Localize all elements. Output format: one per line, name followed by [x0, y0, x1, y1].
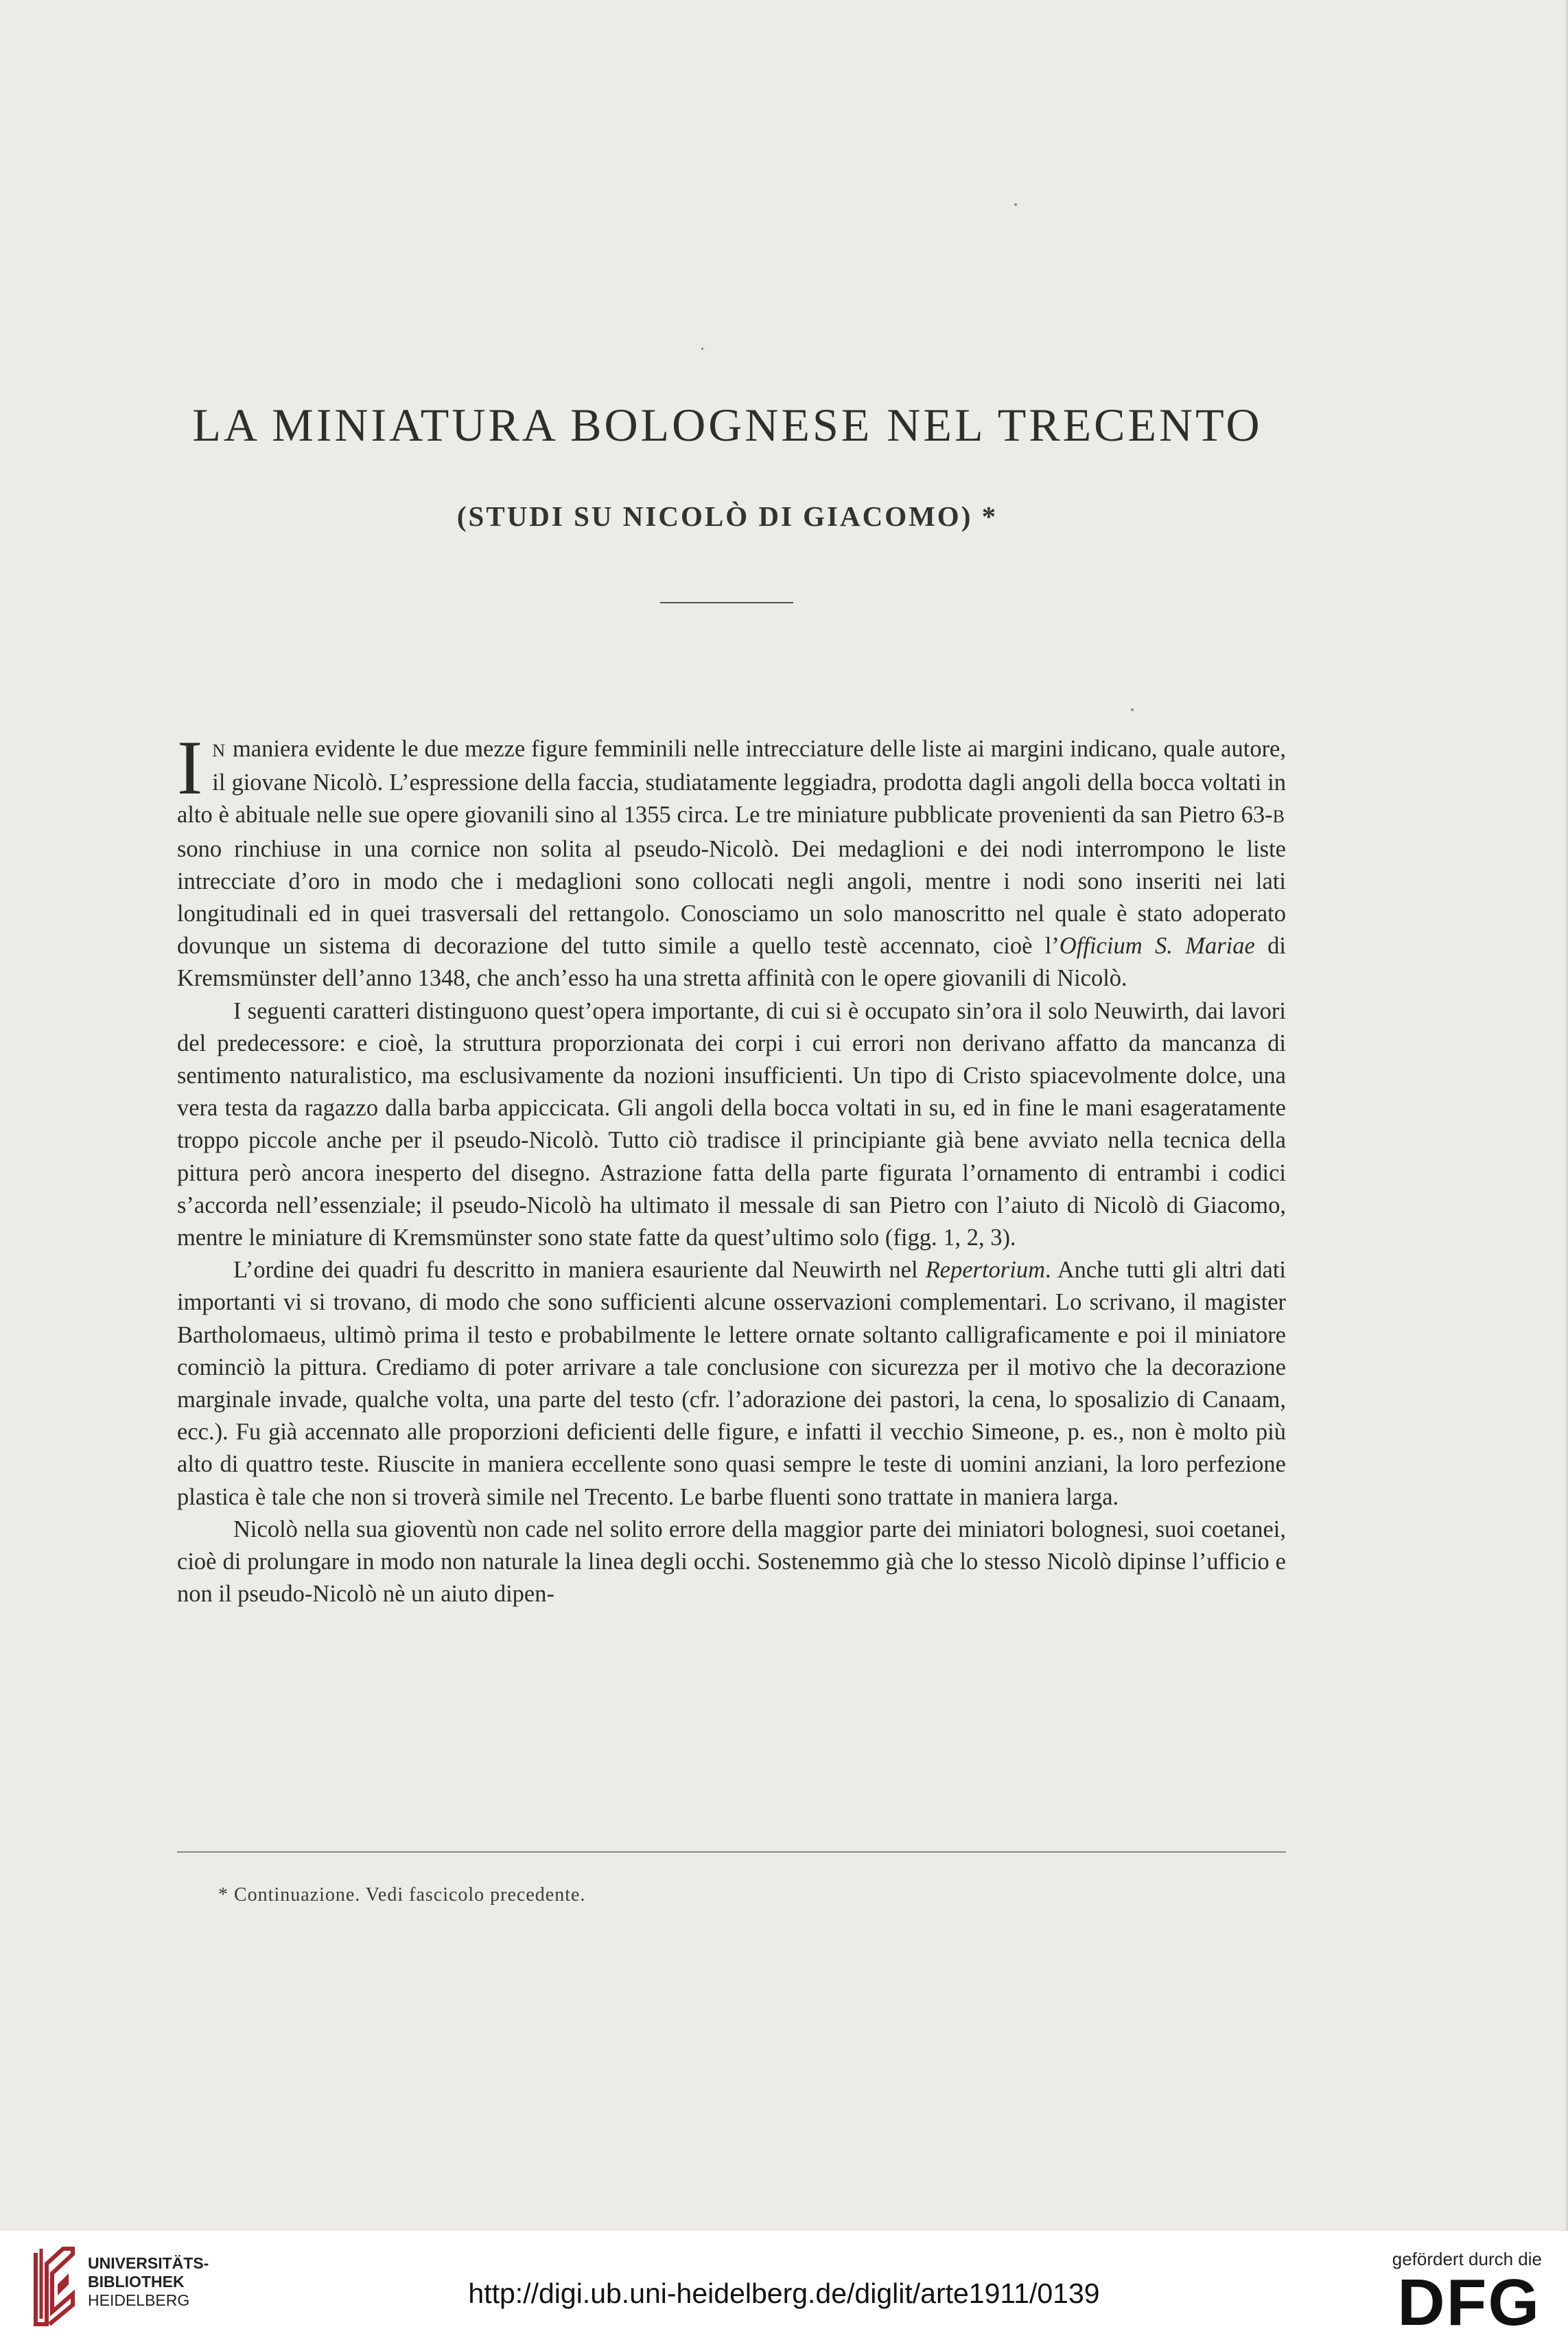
article-body [177, 726, 1287, 1610]
footnote: * Continuazione. Vedi fascicolo precedente. [218, 1884, 586, 1905]
small-caps-text: N [212, 741, 227, 761]
paragraph-1 [177, 726, 1287, 995]
paragraph-text: maniera evidente le due mezze figure femminili nelle intrecciature delle liste ai margini indicano, quale autore, il giovane Nicolò. L’espressione della faccia, studiatamente leggiadra, prodotta dagli angoli della bocca voltati in alto è abituale nelle sue opere giovanili sino al 1355 circa. Le tre miniature pubblicate provenienti da san Pietro 63- [177, 736, 1286, 829]
footnote-rule [177, 1851, 1286, 1853]
article-title: LA MINIATURA BOLOGNESE NEL TRECENTO [192, 399, 1263, 451]
title-separator-rule [660, 602, 793, 603]
article-subtitle: (STUDI SU NICOLÒ DI GIACOMO) * [456, 500, 998, 532]
paragraph-text: di Kremsmünster dell’anno 1348, che anch’esso ha una stretta affinità con le opere giovanili di Nicolò. [177, 933, 1287, 992]
italic-title: Officium S. Mariae [1059, 933, 1255, 960]
dust-speck [701, 347, 703, 350]
library-name-line: BIBLIOTHEK [88, 2273, 185, 2291]
small-caps-text: B [1272, 807, 1286, 827]
library-name-line: HEIDELBERG [88, 2291, 190, 2309]
paragraph-4: Nicolò nella sua gioventù non cade nel solito errore della maggior parte dei miniatori bolognesi, suoi coetanei, cioè di prolungare in modo non naturale la linea degli occhi. Sostenemmo già che lo stesso Nicolò dipinse l’ufficio e non il pseudo-Nicolò nè un aiuto dipen- [177, 1516, 1286, 1608]
dust-speck [1014, 203, 1017, 206]
paragraph-3 [177, 1254, 1286, 1514]
paragraph-text: . Anche tutti gli altri dati importanti vi si trovano, di modo che sono sufficienti alcune osservazioni complementari. Lo scrivano, il magister Bartholomaeus, ultimò prima il testo e probabilmente le lettere ornate soltanto calligraficamente e poi il miniatore cominciò la pittura. Crediamo di poter arrivare a tale conclusione con sicurezza per il motivo che la decorazione marginale invade, qualche volta, una parte del testo (cfr. l’adorazione dei pastori, la cena, lo sposalizio di Canaam, ecc.). Fu già accennato alle proporzioni deficienti delle figure, e infatti il vecchio Simeone, p. es., non è molto più alto di quattro teste. Riuscite in maniera eccellente sono quasi sempre le teste di uomini anziani, la loro perfezione plastica è tale che non si troverà simile nel Trecento. Le barbe fluenti sono trattate in maniera larga. [177, 1257, 1286, 1510]
paragraph-text: L’ordine dei quadri fu descritto in maniera esauriente dal Neuwirth nel [233, 1257, 926, 1284]
dust-speck [1131, 708, 1134, 711]
italic-title: Repertorium [925, 1257, 1045, 1284]
library-name-line: UNIVERSITÄTS- [88, 2254, 209, 2272]
paragraph-2: I seguenti caratteri distinguono quest’opera importante, di cui si è occupato sin’ora il solo Neuwirth, dai lavori del predecessore: e cioè, la struttura proporzionata dei corpi i cui errori non derivano affatto da mancanza di sentimento naturalistico, ma esclusivamente da nozioni insufficienti. Un tipo di Cristo spiacevolmente dolce, una vera testa da ragazzo dalla barba appiccicata. Gli angoli della bocca voltati in su, ed in fine le mani esageratamente troppo piccole anche per il pseudo-Nicolò. Tutto ciò tradisce il principiante già bene avviato nella tecnica della pittura però ancora inesperto del disegno. Astrazione fatta della parte figurata l’ornamento di entrambi i codici s’accorda nell’essenziale; il pseudo-Nicolò ha ultimato il messale di san Pietro con l’aiuto di Nicolò di Giacomo, mentre le miniature di Kremsmünster sono state fatte da quest’ultimo solo (figg. 1, 2, 3). [177, 997, 1286, 1251]
funded-by-label: gefördert durch die [1392, 2249, 1542, 2269]
dfg-logo: DFG [1397, 2266, 1541, 2339]
drop-cap: I [177, 726, 203, 811]
paragraph-text: sono rinchiuse in una cornice non solita al pseudo-Nicolò. Dei medaglioni e dei nodi interrompono le liste intrecciate d’oro in modo che i medaglioni sono collocati negli angoli, mentre i nodi sono inseriti nei lati longitudinali ed in quei trasversali del rettangolo. Conosciamo un solo manoscritto nel quale è stato adoperato dovunque un sistema di decorazione del tutto simile a quello testè accennato, cioè l’ [177, 835, 1286, 960]
permalink-url[interactable]: http://digi.ub.uni-heidelberg.de/diglit/arte1911/0139 [468, 2278, 1100, 2309]
